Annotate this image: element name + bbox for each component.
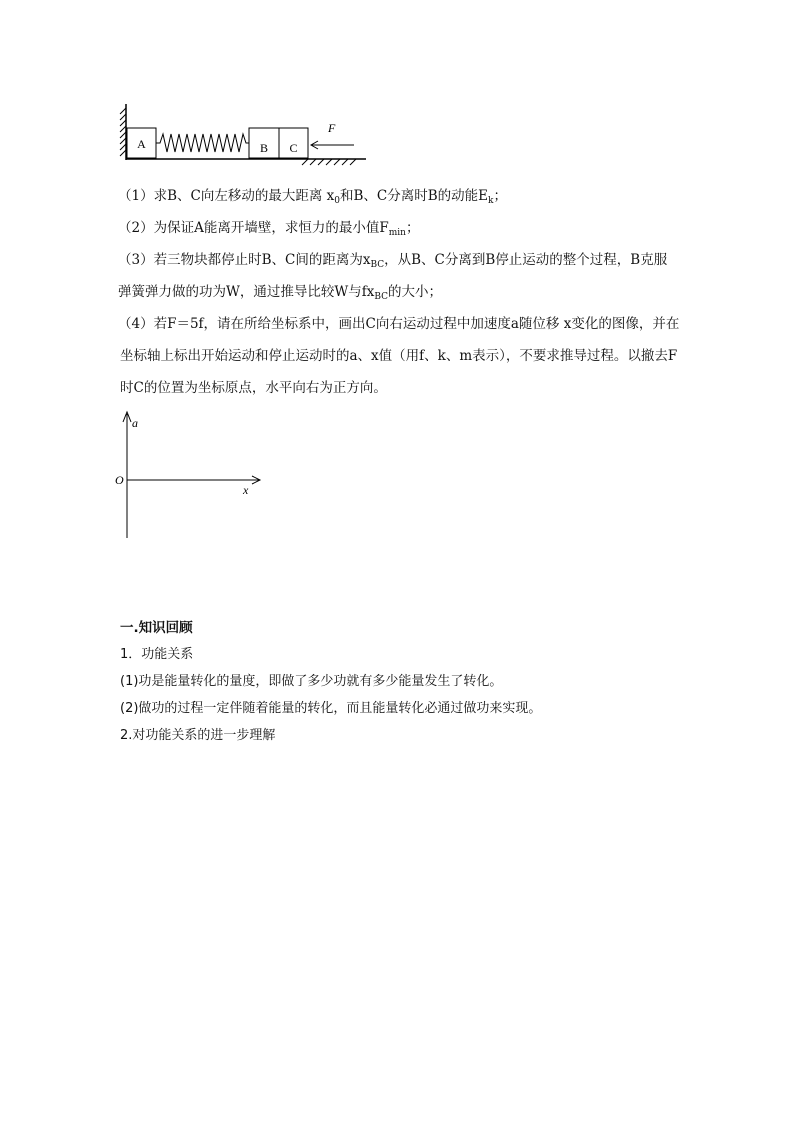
- block-c-label: C: [289, 141, 298, 155]
- question-3-text-d: 的大小；: [388, 284, 443, 300]
- block-b-label: B: [259, 141, 269, 155]
- origin-label: O: [115, 473, 124, 487]
- spring: [156, 134, 249, 152]
- question-3-sub-1: BC: [370, 260, 385, 270]
- question-2-text-a: （2）为保证A能离开墙壁，求恒力的最小值F: [118, 220, 389, 236]
- question-3-text-b: ，从B、C分离到B停止运动的整个过程，B克服: [384, 252, 668, 268]
- question-2-text-b: ；: [405, 220, 420, 236]
- question-4-line-3: 时C的位置为坐标原点，水平向右为正方向。: [120, 380, 387, 396]
- question-1-text-a: （1）求B、C向左移动的最大距离 x: [118, 188, 335, 204]
- ground-hatching: [302, 159, 356, 165]
- question-3-text-c: 弹簧弹力做的功为W，通过推导比较W与fx: [118, 284, 375, 300]
- question-1: [118, 186, 507, 206]
- question-3-line-2: [118, 282, 442, 302]
- review-heading: 一.知识回顾: [120, 620, 193, 636]
- y-axis-label: a: [132, 416, 138, 430]
- review-item-2: 2.对功能关系的进一步理解: [120, 728, 276, 743]
- block-a-label: A: [137, 137, 146, 151]
- x-axis-label: x: [243, 483, 249, 497]
- question-3-sub-2: BC: [374, 292, 389, 302]
- axes-svg: [110, 408, 270, 543]
- question-2-sub: min: [388, 228, 406, 238]
- question-1-sub-2: k: [488, 196, 494, 206]
- question-4-line-1: （4）若F＝5f，请在所给坐标系中，画出C向右运动过程中加速度a随位移 x变化的图像，并在: [118, 316, 680, 332]
- force-label: F: [328, 121, 336, 135]
- wall-hatching: [120, 108, 126, 156]
- question-1-text-b: 和B、C分离时B的动能E: [339, 188, 489, 204]
- questions-block: [118, 186, 718, 396]
- coordinate-axes: [110, 408, 270, 543]
- spring-block-figure: [110, 100, 380, 170]
- review-item-1b: (2)做功的过程一定伴随着能量的转化，而且能量转化必通过做功来实现。: [120, 701, 542, 716]
- question-1-sub-1: 0: [334, 196, 340, 206]
- question-3-text-a: （3）若三物块都停止时B、C间的距离为x: [118, 252, 371, 268]
- question-2: [118, 218, 419, 238]
- question-1-text-c: ；: [493, 188, 507, 204]
- review-item-1: 1．功能关系: [120, 647, 194, 662]
- spring-block-diagram: [110, 100, 380, 170]
- question-3-line-1: [118, 250, 667, 270]
- review-item-1a: (1)功是能量转化的量度，即做了多少功就有多少能量发生了转化。: [120, 674, 503, 689]
- question-4-line-2: 坐标轴上标出开始运动和停止运动时的a、x值（用f、k、m表示），不要求推导过程。以撤去F: [120, 348, 678, 364]
